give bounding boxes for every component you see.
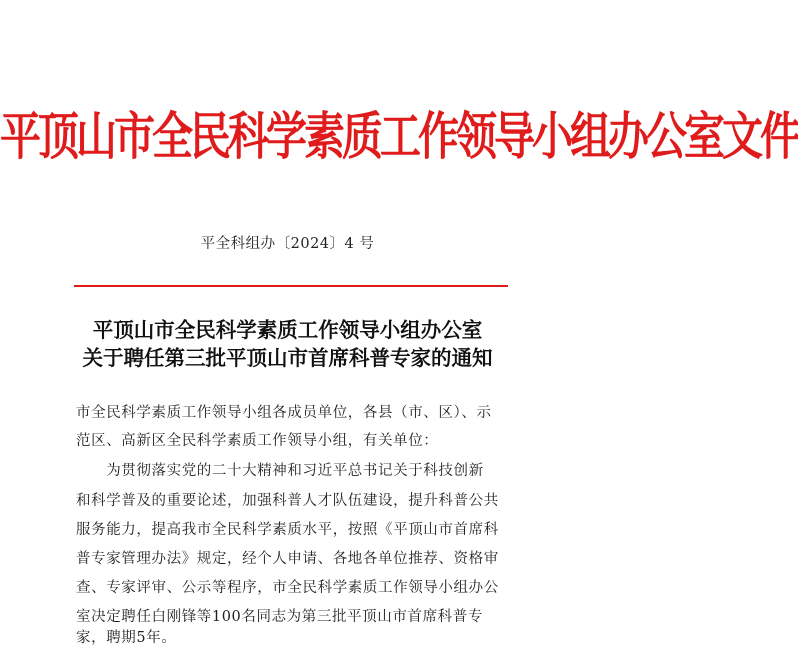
body-line-1: 市全民科学素质工作领导小组各成员单位，各县（市、区）、示 (76, 405, 492, 421)
body-line-2: 范区、高新区全民科学素质工作领导小组，有关单位： (76, 433, 439, 449)
document-number: 平全科组办〔2024〕4 号 (200, 236, 375, 252)
body-line-4: 和科学普及的重要论述，加强科普人才队伍建设，提升科普公共 (76, 493, 499, 509)
body-line-6: 普专家管理办法》规定，经个人申请、各地各单位推荐、资格审 (76, 551, 499, 567)
body-line-7: 查、专家评审、公示等程序，市全民科学素质工作领导小组办公 (76, 580, 499, 596)
body-line-8: 室决定聘任白刚锋等100名同志为第三批平顶山市首席科普专 (76, 609, 483, 625)
body-line-3: 为贯彻落实党的二十大精神和习近平总书记关于科技创新 (76, 463, 484, 479)
notice-title-line-2: 关于聘任第三批平顶山市首席科普专家的通知 (82, 346, 493, 370)
red-divider-line (74, 285, 508, 287)
document-header-title: 平顶山市全民科学素质工作领导小组办公室文件 (0, 106, 798, 167)
body-line-5: 服务能力，提高我市全民科学素质水平，按照《平顶山市首席科 (76, 522, 499, 538)
notice-title-line-1: 平顶山市全民科学素质工作领导小组办公室 (92, 318, 483, 342)
body-line-9: 家，聘期5年。 (76, 630, 177, 646)
